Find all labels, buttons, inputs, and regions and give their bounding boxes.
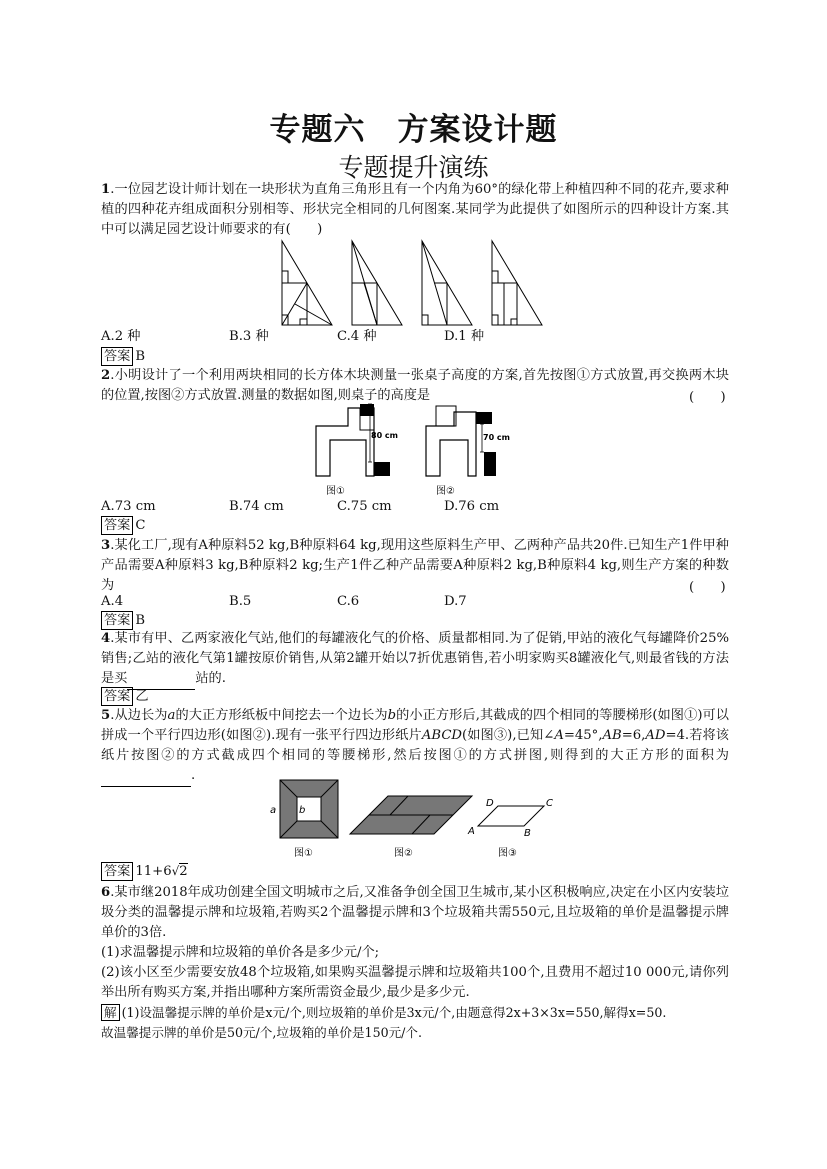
- q5-fig2-label: 图②: [394, 848, 413, 859]
- q2-option-a[interactable]: A.73 cm: [101, 499, 156, 514]
- question-1-text: .一位园艺设计师计划在一块形状为直角三角形且有一个内角为60°的绿化带上种植四种不同的花卉,要求种植的四种花卉组成面积分别相等、形状完全相同的几何图案.某同学为此提供了如图所示的四种设计方案.其中可以满足园艺设计师要求的有( ): [101, 182, 729, 237]
- q5-text: =6,: [621, 728, 646, 743]
- q5-figure-1: [270, 780, 338, 859]
- question-4-text-end: 站的.: [195, 671, 226, 686]
- question-2: [101, 366, 729, 406]
- q2-fig1-measure: 80 cm: [371, 431, 398, 440]
- question-1: [101, 180, 729, 240]
- q6-sub-2: (2)该小区至少需要安放48个垃圾箱,如果购买温馨提示牌和垃圾箱共100个,且费用不超过10 000元,请你列举出所有购买方案,并指出哪种方案所需资金最少,最少是多少元.: [101, 965, 729, 1000]
- question-4-text: .某市有甲、乙两家液化气站,他们的每罐液化气的价格、质量都相同.为了促销,甲站的液化气每罐降价25%销售;乙站的液化气第1罐按原价销售,从第2罐开始以7折优惠销售,若小明家购买8罐液化气,则最省钱的方法是买: [101, 631, 729, 686]
- q1-answer-value: B: [135, 349, 146, 364]
- q2-fig1-label: 图①: [326, 486, 345, 497]
- question-5-answer: 答案 11+6√2: [101, 862, 188, 881]
- question-4-answer: [101, 687, 149, 706]
- q5-answer-blank[interactable]: [101, 766, 191, 787]
- q2-paren: ( ): [689, 390, 726, 405]
- question-5: [101, 706, 729, 787]
- q3-option-b[interactable]: B.5: [229, 594, 252, 609]
- q1-option-c[interactable]: C.4 种: [337, 329, 377, 344]
- q3-paren: ( ): [689, 580, 726, 595]
- q5-answer-radicand: 2: [179, 864, 188, 879]
- question-2-figures: [308, 402, 518, 498]
- question-6: [101, 883, 729, 943]
- question-1-answer: [101, 347, 145, 366]
- question-5-number: 5: [101, 708, 111, 723]
- q1-option-b[interactable]: B.3 种: [229, 329, 269, 344]
- q5-side-a: a: [270, 805, 277, 816]
- question-3-text: .某化工厂,现有A种原料52 kg,B种原料64 kg,现用这些原料生产甲、乙两种产品共20件.已知生产1件甲种产品需要A种原料3 kg,B种原料2 kg;生产1件乙种产品需要A种原料2 kg,B种原料4 kg,则生产方案的种数为: [101, 538, 729, 593]
- q2-option-c[interactable]: C.75 cm: [337, 499, 392, 514]
- question-3-answer: [101, 611, 145, 630]
- q5-angle-var: A: [554, 728, 564, 743]
- q5-text: =4.若将该纸片按图②的方式截成四个相同的等腰梯形,然后按图①的方式拼图,则得到的大正方形的面积为: [101, 728, 729, 763]
- q3-option-d[interactable]: D.7: [444, 594, 467, 609]
- q1-option-a[interactable]: A.2 种: [101, 329, 141, 344]
- q5-point-a: A: [468, 826, 475, 837]
- question-5-figures: [268, 778, 568, 860]
- question-3-number: 3: [101, 538, 111, 553]
- q3-option-c[interactable]: C.6: [337, 594, 360, 609]
- q5-fig1-label: 图①: [294, 848, 313, 859]
- question-6-number: 6: [101, 885, 111, 900]
- q2-fig2-measure: 70 cm: [483, 433, 510, 442]
- q1-design-d: [492, 241, 542, 325]
- question-2-number: 2: [101, 368, 111, 383]
- q5-ab: AB: [602, 728, 622, 743]
- solution-label: 解: [101, 1004, 120, 1021]
- q1-design-c: [422, 241, 472, 325]
- answer-label: 答案: [101, 862, 133, 881]
- q5-abcd: ABCD: [421, 728, 462, 743]
- answer-label: 答案: [101, 516, 133, 535]
- q4-answer-value: 乙: [135, 689, 149, 704]
- question-2-text: .小明设计了一个利用两块相同的长方体木块测量一张桌子高度的方案,首先按图①方式放置,再交换两木块的位置,按图②方式放置.测量的数据如图,则桌子的高度是: [101, 368, 729, 403]
- q5-figure-3: [467, 798, 553, 859]
- q2-figure-1: [316, 404, 398, 497]
- q5-text: 的大正方形纸板中间挖去一个边长为: [175, 708, 388, 723]
- q5-text: (如图③),已知∠: [461, 728, 555, 743]
- q5-text: .: [191, 768, 196, 783]
- q5-var-a: a: [167, 708, 176, 723]
- q2-fig2-label: 图②: [436, 486, 455, 497]
- question-3: [101, 536, 729, 596]
- q5-var-b: b: [387, 708, 397, 723]
- question-6-text: .某市继2018年成功创建全国文明城市之后,又准备争创全国卫生城市,某小区积极响应,决定在小区内安装垃圾分类的温馨提示牌和垃圾箱,若购买2个温馨提示牌和3个垃圾箱共需550元,且垃圾箱的单价是温馨提示牌单价的3倍.: [101, 885, 729, 940]
- answer-label: 答案: [101, 347, 133, 366]
- q5-answer-value: 11+6: [135, 864, 172, 879]
- q5-point-d: D: [486, 798, 494, 809]
- q6-sub-1: (1)求温馨提示牌和垃圾箱的单价各是多少元/个;: [101, 945, 380, 960]
- q3-answer-value: B: [135, 613, 146, 628]
- q5-point-b: B: [524, 828, 531, 839]
- q5-ad: AD: [645, 728, 666, 743]
- q6-solution-line-1: (1)设温馨提示牌的单价是x元/个,则垃圾箱的单价是3x元/个,由题意得2x+3×3x=550,解得x=50.: [121, 1005, 667, 1020]
- q2-option-b[interactable]: B.74 cm: [229, 499, 284, 514]
- q5-text: .从边长为: [110, 708, 168, 723]
- q5-figure-2: [350, 796, 472, 859]
- page-subtitle: 专题提升演练: [338, 153, 489, 182]
- answer-label: 答案: [101, 611, 133, 630]
- q5-side-b: b: [299, 805, 306, 816]
- q6-solution: [101, 1003, 729, 1023]
- q1-option-d[interactable]: D.1 种: [444, 329, 485, 344]
- question-4: [101, 629, 729, 690]
- q1-design-b: [352, 241, 402, 325]
- question-2-answer: [101, 516, 145, 535]
- q6-solution-line-2: 故温馨提示牌的单价是50元/个,垃圾箱的单价是150元/个.: [101, 1025, 423, 1040]
- page-title: 专题六 方案设计题: [269, 112, 558, 148]
- q3-option-a[interactable]: A.4: [101, 594, 124, 609]
- q5-text: =45°,: [563, 728, 603, 743]
- q5-fig3-label: 图③: [498, 848, 517, 859]
- q2-option-d[interactable]: D.76 cm: [444, 499, 500, 514]
- q5-text: 的小正方形后,其截成的四个相同的等腰梯形(如图①)可以拼成一个平行四边形(如图②).现有一张平行四边形纸片: [101, 708, 729, 743]
- q1-design-a: [282, 241, 332, 325]
- q2-answer-value: C: [135, 518, 146, 533]
- answer-label: 答案: [101, 687, 133, 706]
- q2-figure-2: [426, 406, 510, 497]
- question-1-figures: [270, 238, 550, 330]
- question-4-number: 4: [101, 631, 111, 646]
- q5-point-c: C: [546, 798, 553, 809]
- question-1-number: 1: [101, 182, 111, 197]
